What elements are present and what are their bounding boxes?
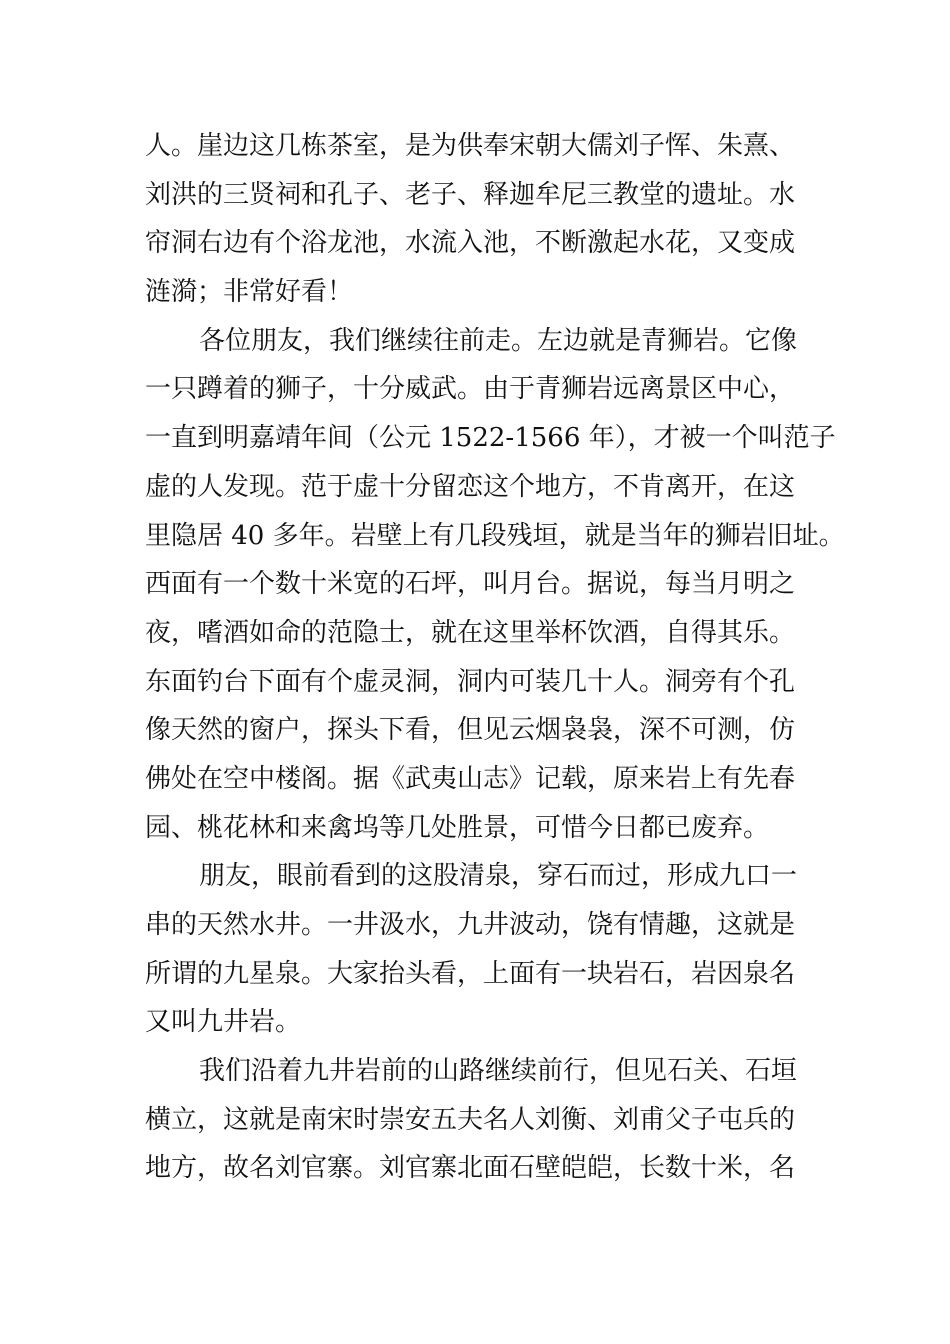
text-line: 西面有一个数十米宽的石坪，叫月台。据说，每当月明之 <box>145 569 796 600</box>
text-line: 夜，嗜酒如命的范隐士，就在这里举杯饮酒，自得其乐。 <box>145 617 796 648</box>
text-line: 地方，故名刘官寨。刘官寨北面石壁皑皑，长数十米，名 <box>145 1153 796 1184</box>
text-line: 像天然的窗户，探头下看，但见云烟袅袅，深不可测，仿 <box>145 715 796 746</box>
text-line: 横立，这就是南宋时崇安五夫名人刘衡、刘甫父子屯兵的 <box>145 1104 796 1135</box>
text-line: 朋友，眼前看到的这股清泉，穿石而过，形成九口一 <box>199 861 798 892</box>
body-text <box>145 122 845 1193</box>
text-line: 一直到明嘉靖年间（公元 1522-1566 年），才被一个叫范子 <box>145 423 836 454</box>
text-line: 各位朋友，我们继续往前走。左边就是青狮岩。它像 <box>199 325 798 356</box>
text-line: 里隐居 40 多年。岩壁上有几段残垣，就是当年的狮岩旧址。 <box>145 520 845 551</box>
text-line: 帘洞右边有个浴龙池，水流入池，不断激起水花，又变成 <box>145 228 796 259</box>
text-line: 串的天然水井。一井汲水，九井波动，饶有情趣，这就是 <box>145 910 796 940</box>
text-line: 所谓的九星泉。大家抬头看，上面有一块岩石，岩因泉名 <box>145 958 796 989</box>
text-line: 人。崖边这几栋茶室，是为供奉宋朝大儒刘子恽、朱熹、 <box>145 131 796 161</box>
text-line: 刘洪的三贤祠和孔子、老子、释迦牟尼三教堂的遗址。水 <box>145 179 796 210</box>
text-line: 一只蹲着的狮子，十分威武。由于青狮岩远离景区中心， <box>145 374 796 405</box>
text-line: 东面钓台下面有个虚灵洞，洞内可装几十人。洞旁有个孔 <box>145 666 796 697</box>
text-line: 涟漪；非常好看！ <box>145 277 354 308</box>
text-line: 虚的人发现。范于虚十分留恋这个地方，不肯离开，在这 <box>145 471 796 502</box>
text-line: 园、桃花林和来禽坞等几处胜景，可惜今日都已废弃。 <box>145 812 770 843</box>
text-line: 我们沿着九井岩前的山路继续前行，但见石关、石垣 <box>199 1056 798 1087</box>
text-line: 又叫九井岩。 <box>145 1007 302 1038</box>
text-line: 佛处在空中楼阁。据《武夷山志》记载，原来岩上有先春 <box>145 763 796 794</box>
